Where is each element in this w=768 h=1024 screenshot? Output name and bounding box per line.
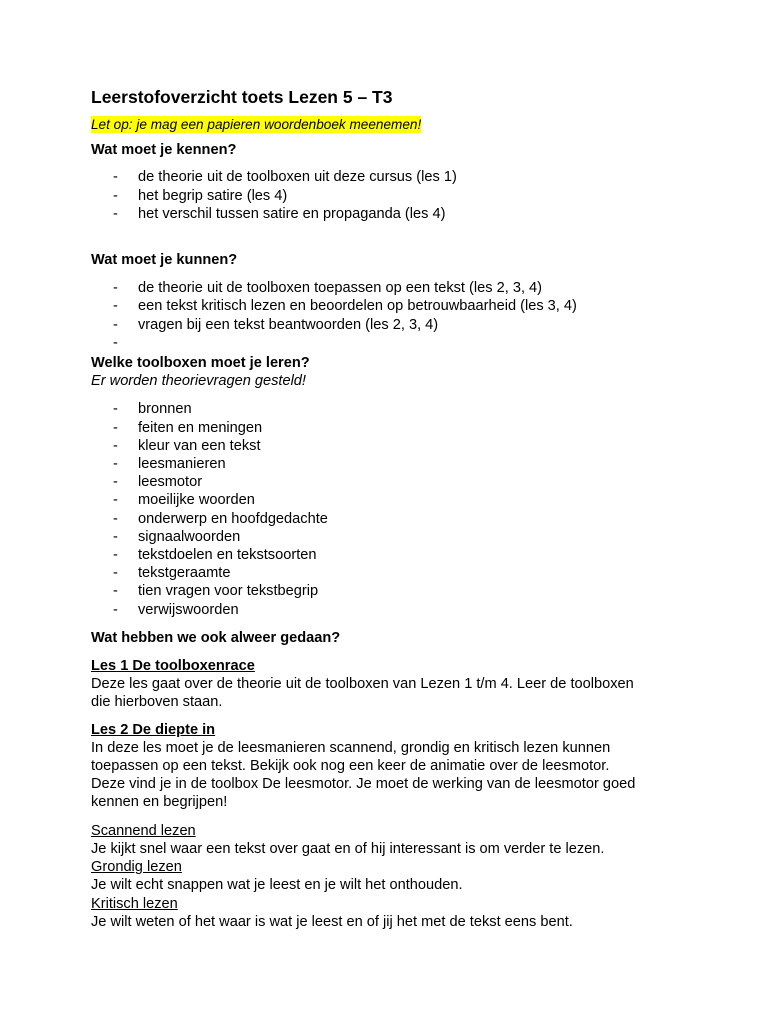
list-toolboxes [91, 400, 691, 618]
list-item: - leesmanieren [91, 455, 691, 473]
les1-title: Les 1 De toolboxenrace [91, 658, 255, 675]
subheading-toolboxes: Er worden theorievragen gesteld! [91, 373, 306, 390]
list-know [91, 168, 691, 223]
les2-line: toepassen op een tekst. Bekijk ook nog een keer de animatie over de leesmotor. [91, 758, 610, 775]
les1-line: Deze les gaat over de theorie uit de toolboxen van Lezen 1 t/m 4. Leer de toolboxen [91, 676, 634, 693]
les2-line: kennen en begrijpen! [91, 794, 228, 811]
list-item: - de theorie uit de toolboxen uit deze cursus (les 1) [91, 168, 691, 186]
page-title: Leerstofoverzicht toets Lezen 5 – T3 [91, 87, 393, 107]
list-item: - tien vragen voor tekstbegrip [91, 582, 691, 600]
heading-toolboxes: Welke toolboxen moet je leren? [91, 355, 310, 372]
heading-know: Wat moet je kennen? [91, 142, 237, 159]
method-title-kritisch: Kritisch lezen [91, 895, 178, 912]
les2-line: Deze vind je in de toolbox De leesmotor. Je moet de werking van de leesmotor goed [91, 776, 636, 793]
method-title-grondig: Grondig lezen [91, 859, 182, 876]
document-body [91, 86, 691, 931]
list-item: - verwijswoorden [91, 601, 691, 619]
les2-line: In deze les moet je de leesmanieren scannend, grondig en kritisch lezen kunnen [91, 739, 611, 756]
list-item: - een tekst kritisch lezen en beoordelen op betrouwbaarheid (les 3, 4) [91, 297, 691, 315]
list-item: - tekstdoelen en tekstsoorten [91, 546, 691, 564]
list-can [91, 279, 691, 352]
method-text: Je kijkt snel waar een tekst over gaat en of hij interessant is om verder te lezen. [91, 840, 605, 857]
method-title-scannend: Scannend lezen [91, 822, 196, 839]
list-item: - tekstgeraamte [91, 564, 691, 582]
list-item: - feiten en meningen [91, 419, 691, 437]
list-item [91, 334, 691, 352]
list-item: - het verschil tussen satire en propaganda (les 4) [91, 205, 691, 223]
highlight-note: Let op: je mag een papieren woordenboek meenemen! [91, 117, 422, 132]
list-item: - moeilijke woorden [91, 491, 691, 509]
list-item: - signaalwoorden [91, 528, 691, 546]
method-text: Je wilt weten of het waar is wat je leest en of jij het met de tekst eens bent. [91, 913, 573, 930]
heading-done: Wat hebben we ook alweer gedaan? [91, 629, 341, 646]
list-item: - kleur van een tekst [91, 437, 691, 455]
method-text: Je wilt echt snappen wat je leest en je wilt het onthouden. [91, 877, 463, 894]
les1-line: die hierboven staan. [91, 694, 223, 711]
list-item: - onderwerp en hoofdgedachte [91, 510, 691, 528]
list-item: - vragen bij een tekst beantwoorden (les 2, 3, 4) [91, 316, 691, 334]
list-item: - bronnen [91, 400, 691, 418]
list-item: - leesmotor [91, 473, 691, 491]
list-item: - de theorie uit de toolboxen toepassen op een tekst (les 2, 3, 4) [91, 279, 691, 297]
heading-can: Wat moet je kunnen? [91, 252, 238, 269]
les2-title: Les 2 De diepte in [91, 721, 216, 738]
list-item: - het begrip satire (les 4) [91, 187, 691, 205]
